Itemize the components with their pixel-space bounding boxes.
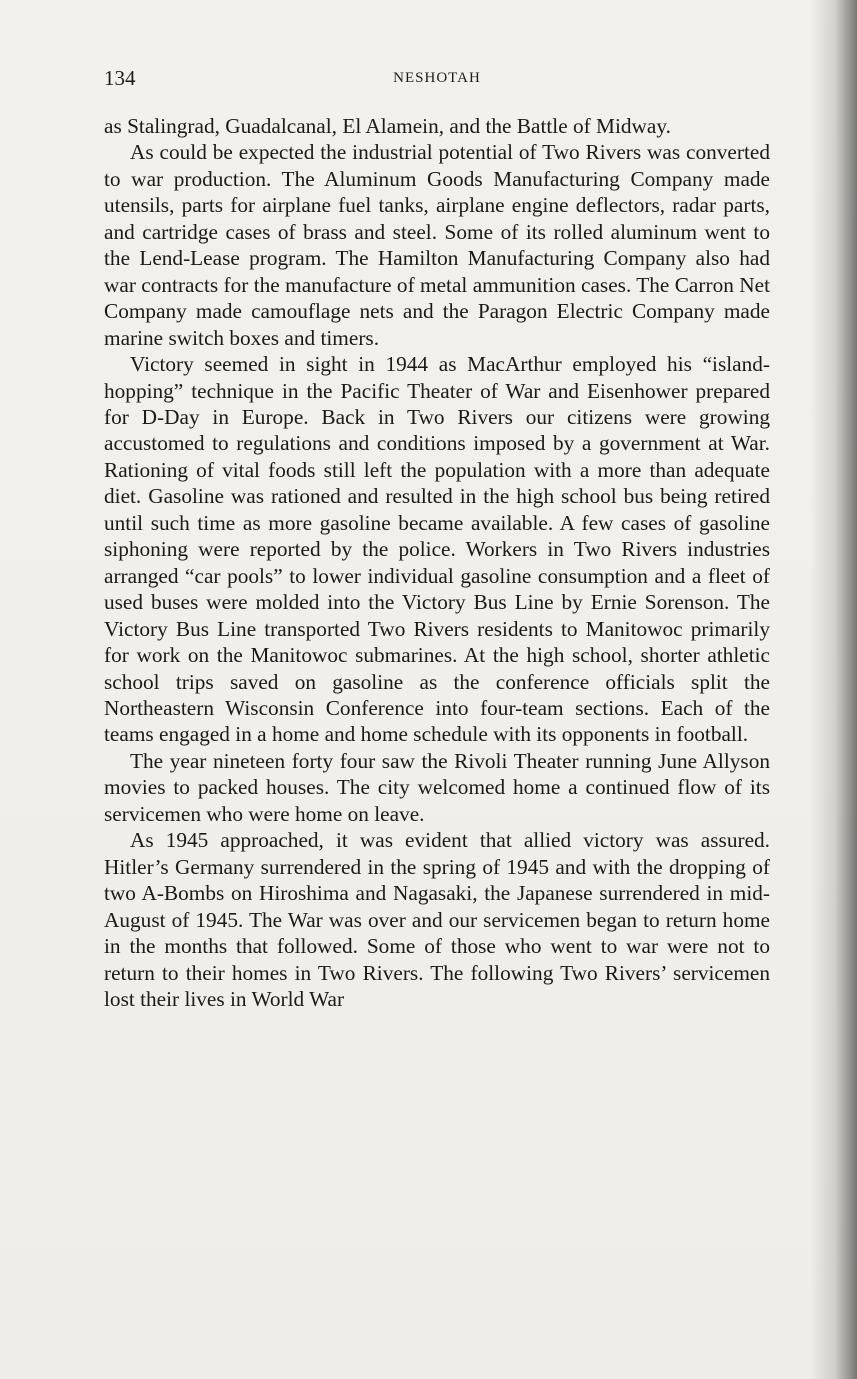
paragraph-rivoli-theater: The year nineteen forty four saw the Rivoli Theater running June Allyson movies to packed houses. The city welcomed home a continued flow of its servicemen who were home on leave. <box>104 748 770 826</box>
paragraph-home-front-1944: Victory seemed in sight in 1944 as MacArthur employed his “island-hopping” technique in the Pacific Theater of War and Eisenhower prepared for D-Day in Europe. Back in Two Rivers our citizens were growing accustomed to regulations and conditions imposed by a government at War. Rationing of vital foods still left the population with a more than adequate diet. Gasoline was rationed and resulted in the high school bus being retired until such time as more gasoline became available. A few cases of gasoline siphoning were reported by the police. Workers in Two Rivers industries arranged “car pools” to lower individual gasoline consumption and a fleet of used buses were molded into the Victory Bus Line by Ernie Sorenson. The Victory Bus Line transported Two Rivers residents to Manitowoc primarily for work on the Manitowoc submarines. At the high school, shorter athletic school trips saved on gasoline as the conference officials split the Northeastern Wisconsin Conference into four-team sections. Each of the teams engaged in a home and home schedule with its opponents in football. <box>104 352 770 747</box>
paragraph-continuation: as Stalingrad, Guadalcanal, El Alamein, and the Battle of Midway. <box>104 114 671 138</box>
page-number: 134 <box>104 66 136 90</box>
page-header <box>104 66 770 94</box>
running-title: NESHOTAH <box>393 70 481 86</box>
body-text <box>104 113 770 1012</box>
paragraph-victory-1945: As 1945 approached, it was evident that allied victory was assured. Hitler’s Germany surrendered in the spring of 1945 and with the dropping of two A-Bombs on Hiroshima and Nagasaki, the Japanese surrendered in mid-August of 1945. The War was over and our servicemen began to return home in the months that followed. Some of those who went to war were not to return to their homes in Two Rivers. The following Two Rivers’ servicemen lost their lives in World War <box>104 828 770 1011</box>
paragraph-industrial-production: As could be expected the industrial potential of Two Rivers was converted to war production. The Aluminum Goods Manufacturing Company made utensils, parts for airplane fuel tanks, airplane engine deflectors, radar parts, and cartridge cases of brass and steel. Some of its rolled aluminum went to the Lend-Lease program. The Hamilton Manufacturing Company also had war contracts for the manufacture of metal ammunition cases. The Carron Net Company made camouflage nets and the Paragon Electric Company made marine switch boxes and timers. <box>104 140 770 350</box>
